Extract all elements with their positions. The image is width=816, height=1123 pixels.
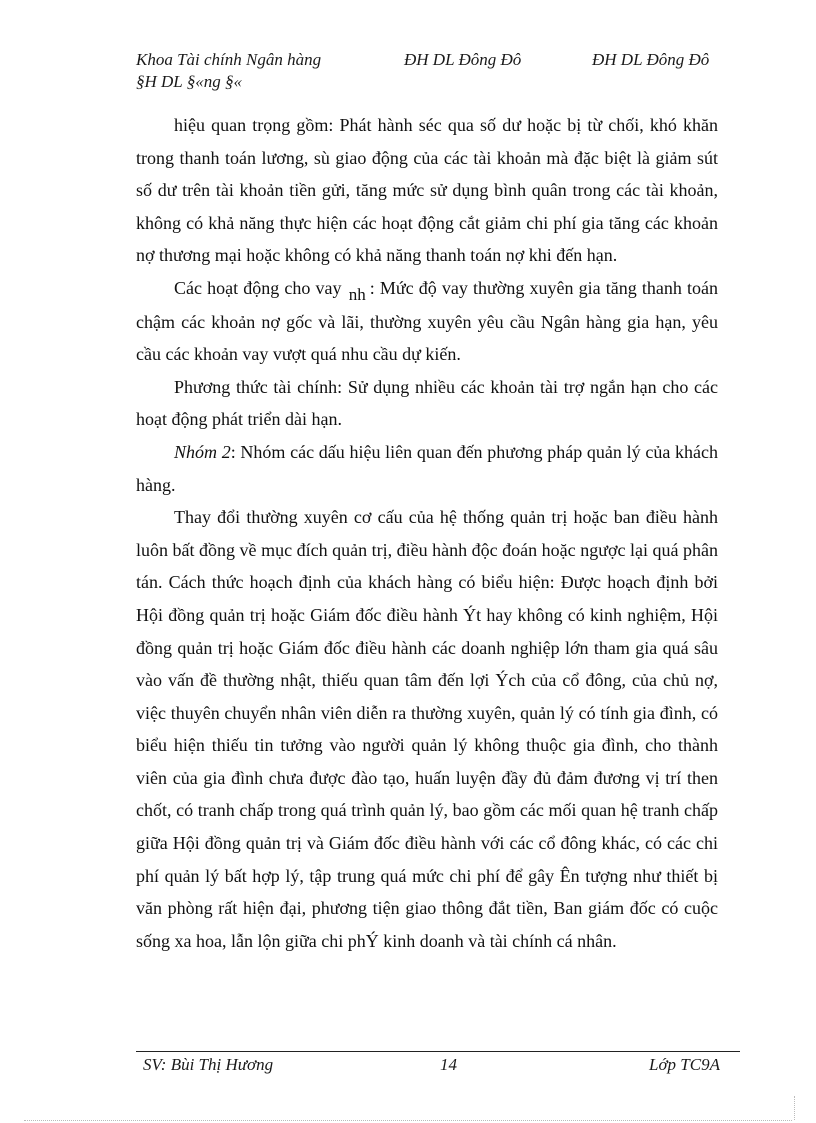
- footer-student: SV: Bùi Thị Hương: [143, 1055, 274, 1074]
- page-bottom-border: [24, 1120, 792, 1121]
- paragraph-5: Thay đổi thường xuyên cơ cấu của hệ thống quản trị hoặc ban điều hành luôn bất đồng về mục đích quản trị, điều hành độc đoán hoặc ngược lại quá phân tán. Cách thức hoạch định của khách hàng có biểu hiện: Được hoạch định bởi Hội đồng quản trị hoặc Giám đốc điều hành Ýt hay không có kinh nghiệm, Hội đồng quản trị hoặc Giám đốc điều hành các doanh nghiệp lớn tham gia quá sâu vào vấn đề thường nhật, thiếu quan tâm đến lợi Ých của cổ đông, của chủ nợ, việc thuyên chuyển nhân viên diễn ra thường xuyên, quản lý có tính gia đình, có biểu hiện thiếu tin tưởng vào người quản lý không thuộc gia đình, cho thành viên của gia đình chưa được đào tạo, huấn luyện đầy đủ đảm đương vị trí then chốt, có tranh chấp trong quá trình quản lý, bao gồm các mối quan hệ tranh chấp giữa Hội đồng quản trị và Giám đốc điều hành với các cổ đông khác, có các chi phí quản lý bất hợp lý, tập trung quá mức chi phí để gây Ên tượng như thiết bị văn phòng rất hiện đại, phương tiện giao thông đắt tiền, Ban giám đốc có cuộc sống xa hoa, lẫn lộn giữa chi phÝ kinh doanh và tài chính cá nhân.: [136, 507, 718, 951]
- page-corner-border: [794, 1096, 795, 1120]
- header-faculty: Khoa Tài chính Ngân hàng: [136, 50, 322, 69]
- header-university-right: ĐH DL Đông Đô: [592, 50, 710, 69]
- header-university-garbled: §H DL §«ng §«: [136, 72, 242, 91]
- paragraph-2: [136, 272, 718, 371]
- header-university: ĐH DL Đông Đô: [404, 50, 522, 69]
- paragraph-4: [136, 436, 718, 501]
- paragraph-1: hiệu quan trọng gồm: Phát hành séc qua số dư hoặc bị từ chối, khó khăn trong thanh toán lương, sù giao động của các tài khoản mà đặc biệt là giảm sút số dư trên tài khoản tiền gửi, tăng mức sử dụng bình quân trong các tài khoản, không có khả năng thực hiện các hoạt động cắt giảm chi phí gia tăng các khoản nợ thương mại hoặc không có khả năng thanh toán nợ khi đến hạn.: [136, 115, 718, 266]
- paragraph-4-rest: : Nhóm các dấu hiệu liên quan đến phương pháp quản lý của khách hàng.: [136, 441, 718, 495]
- paragraph-2-lead: Các hoạt động cho vay: [174, 277, 342, 298]
- paragraph-3: Phương thức tài chính: Sử dụng nhiều các khoản tài trợ ngắn hạn cho các hoạt động phát triển dài hạn.: [136, 376, 718, 430]
- header-row: [136, 49, 736, 91]
- footer-divider: [136, 1051, 740, 1052]
- subscript-nh: nh: [348, 284, 366, 304]
- document-body: [136, 109, 718, 957]
- group-2-label: Nhóm 2: [174, 441, 231, 462]
- page-number: 14: [440, 1055, 457, 1074]
- footer-class: Lớp TC9A: [649, 1055, 720, 1074]
- page-header: [136, 49, 736, 91]
- paragraph-2-rest: : Mức độ vay thường xuyên gia tăng thanh toán chậm các khoản nợ gốc và lãi, thường xuyên yêu cầu Ngân hàng gia hạn, yêu cầu các khoản vay vượt quá nhu cầu dự kiến.: [136, 277, 719, 365]
